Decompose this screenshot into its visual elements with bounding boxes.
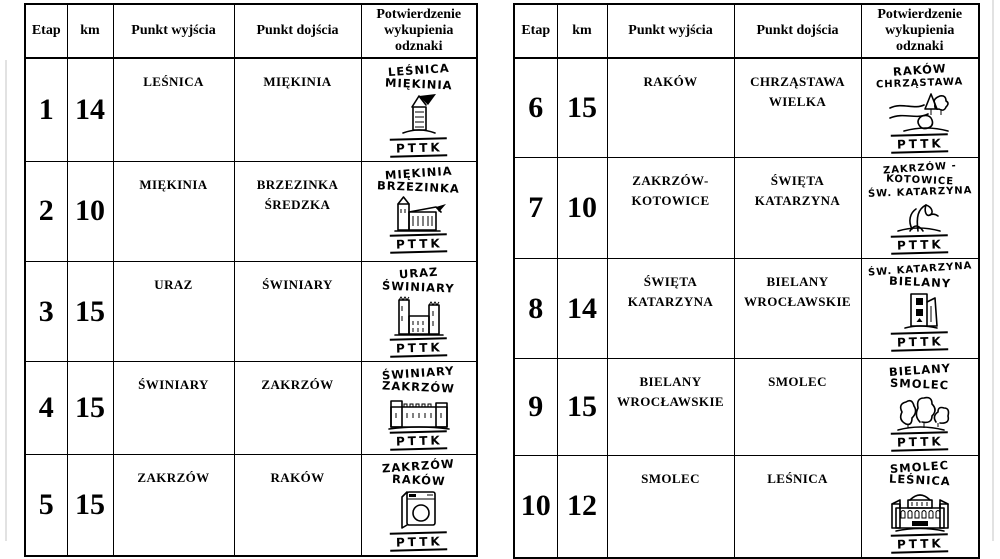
- confirmation-header-cell: Potwierdzenie wykupienia odznaki: [361, 4, 477, 58]
- end-point-cell: ŚWINIARY: [234, 261, 361, 362]
- stage-row-1: [25, 58, 477, 161]
- palace-stamp-icon: [387, 395, 451, 431]
- etap-header-cell: Etap: [25, 4, 67, 58]
- stage-row-9: [514, 359, 979, 456]
- distance-cell: 14: [67, 58, 113, 161]
- stamp-title-line: CHRZĄSTAWA: [875, 76, 964, 91]
- start-point-cell: BIELANY WROCŁAWSKIE: [607, 359, 734, 456]
- end-point-cell: MIĘKINIA: [234, 58, 361, 161]
- stamp-title-line: BRZEZINKA: [377, 177, 461, 196]
- end-point-cell: CHRZĄSTAWA WIELKA: [734, 58, 861, 157]
- pttk-label: PTTK: [891, 534, 948, 554]
- riverside-trees-stamp-icon: [888, 90, 952, 134]
- stamp-title-line: ŚW. KATARZYNA: [867, 260, 973, 279]
- end-point-cell: RAKÓW: [234, 455, 361, 556]
- start-point-cell: SMOLEC: [607, 455, 734, 558]
- pttk-label: PTTK: [390, 531, 447, 551]
- washing-machine-stamp-icon: [391, 488, 447, 532]
- stamp-title-line: RAKÓW: [892, 61, 947, 80]
- pttk-label: PTTK: [390, 137, 447, 157]
- start-point-cell: RAKÓW: [607, 58, 734, 157]
- end-point-header-cell: Punkt dojścia: [734, 4, 861, 58]
- start-point-cell: MIĘKINIA: [113, 161, 234, 261]
- stamp-cell: [361, 362, 477, 455]
- pttk-label: PTTK: [891, 234, 948, 254]
- stamp-title-line: BIELANY: [888, 273, 952, 291]
- castle-ruins-stamp-icon: [388, 294, 450, 338]
- start-point-cell: LEŚNICA: [113, 58, 234, 161]
- stage-row-6: [514, 58, 979, 157]
- church-tower-stamp-icon: [891, 290, 949, 332]
- stamp-title: [888, 360, 952, 393]
- stamp-title-line: LEŚNICA: [387, 61, 450, 80]
- start-point-cell: URAZ: [113, 261, 234, 362]
- stage-row-10: [514, 455, 979, 558]
- stamp-title: [381, 363, 456, 396]
- stamp-cell: [361, 455, 477, 556]
- stage-number-cell: 7: [514, 158, 557, 259]
- palace-facade-stamp-icon: [888, 488, 952, 534]
- stamp-title: [888, 457, 951, 489]
- distance-cell: 15: [67, 455, 113, 556]
- stamp-cell: [361, 261, 477, 362]
- stage-table-left: [24, 3, 478, 557]
- stage-number-cell: 6: [514, 58, 557, 157]
- stamp-title-line: SMOLEC: [889, 457, 950, 476]
- km-header-cell: km: [557, 4, 607, 58]
- end-point-cell: LEŚNICA: [734, 455, 861, 558]
- stamp-cell: [861, 259, 979, 359]
- stamp-title-line: SMOLEC: [889, 375, 950, 393]
- start-point-cell: ŚWIĘTA KATARZYNA: [607, 259, 734, 359]
- stamp-title-line: KOTOWICE: [885, 173, 954, 188]
- stamp-title: [377, 163, 461, 196]
- start-point-header-cell: Punkt wyjścia: [113, 4, 234, 58]
- stage-number-cell: 4: [25, 362, 67, 455]
- stage-number-cell: 8: [514, 259, 557, 359]
- stamp-title-line: MIĘKINIA: [384, 163, 453, 183]
- page-edge-artifact: [5, 60, 7, 541]
- stamp-title: [875, 61, 964, 91]
- end-point-cell: ZAKRZÓW: [234, 362, 361, 455]
- start-point-cell: ZAKRZÓW: [113, 455, 234, 556]
- stamp-title: [384, 61, 453, 93]
- end-point-header-cell: Punkt dojścia: [234, 4, 361, 58]
- start-point-header-cell: Punkt wyjścia: [607, 4, 734, 58]
- distance-cell: 15: [67, 261, 113, 362]
- distance-cell: 15: [67, 362, 113, 455]
- etap-header-cell: Etap: [514, 4, 557, 58]
- distance-cell: 10: [557, 158, 607, 259]
- stage-number-cell: 1: [25, 58, 67, 161]
- stamp-title: [867, 260, 973, 291]
- stamp-title-line: ŚWINIARY: [381, 363, 456, 383]
- castle-stamp-icon: [388, 194, 450, 234]
- stamp-title-line: RAKÓW: [391, 471, 446, 489]
- trees-stamp-icon: [890, 392, 950, 432]
- stage-number-cell: 5: [25, 455, 67, 556]
- end-point-cell: ŚWIĘTA KATARZYNA: [734, 158, 861, 259]
- stamp-title-line: ŚW. KATARZYNA: [867, 185, 973, 200]
- stamp-title-line: MIĘKINIA: [384, 75, 453, 93]
- tower-flag-stamp-icon: [389, 92, 449, 138]
- stamp-cell: [861, 455, 979, 558]
- stage-number-cell: 2: [25, 161, 67, 261]
- stamp-title: [867, 160, 973, 200]
- stage-row-4: [25, 362, 477, 455]
- pttk-label: PTTK: [390, 338, 447, 358]
- stamp-title-line: URAZ: [398, 264, 439, 282]
- distance-cell: 10: [67, 161, 113, 261]
- stage-row-8: [514, 259, 979, 359]
- page-edge-artifact: [992, 0, 994, 541]
- stage-row-3: [25, 261, 477, 362]
- km-header-cell: km: [67, 4, 113, 58]
- end-point-cell: BRZEZINKA ŚREDZKA: [234, 161, 361, 261]
- stamp-title-line: ZAKRZÓW: [381, 456, 456, 476]
- snowdrop-stamp-icon: [890, 199, 950, 235]
- stamp-title-line: ZAKRZÓW: [382, 378, 456, 396]
- distance-cell: 15: [557, 359, 607, 456]
- distance-cell: 14: [557, 259, 607, 359]
- stamp-title: [381, 456, 456, 489]
- stamp-cell: [361, 58, 477, 161]
- stamp-title-line: ŚWINIARY: [382, 278, 456, 296]
- stage-number-cell: 10: [514, 455, 557, 558]
- stage-table-right: [513, 3, 980, 559]
- end-point-cell: BIELANY WROCŁAWSKIE: [734, 259, 861, 359]
- start-point-cell: ZAKRZÓW-KOTOWICE: [607, 158, 734, 259]
- pttk-label: PTTK: [390, 430, 447, 450]
- end-point-cell: SMOLEC: [734, 359, 861, 456]
- confirmation-header-cell: Potwierdzenie wykupienia odznaki: [861, 4, 979, 58]
- distance-cell: 12: [557, 455, 607, 558]
- distance-cell: 15: [557, 58, 607, 157]
- stamp-cell: [861, 359, 979, 456]
- start-point-cell: ŚWINIARY: [113, 362, 234, 455]
- pttk-label: PTTK: [891, 133, 948, 153]
- stamp-cell: [861, 58, 979, 157]
- pttk-label: PTTK: [390, 234, 447, 254]
- pttk-label: PTTK: [891, 431, 948, 451]
- stamp-cell: [361, 161, 477, 261]
- stage-row-5: [25, 455, 477, 556]
- stage-row-7: [514, 158, 979, 259]
- stage-row-2: [25, 161, 477, 261]
- stamp-title-line: ZAKRZÓW -: [882, 160, 957, 177]
- stage-number-cell: 9: [514, 359, 557, 456]
- stamp-title-line: BIELANY: [888, 360, 952, 380]
- stamp-title: [382, 264, 456, 296]
- stamp-title-line: LEŚNICA: [888, 472, 951, 489]
- pttk-label: PTTK: [891, 331, 948, 351]
- stage-number-cell: 3: [25, 261, 67, 362]
- stamp-cell: [861, 158, 979, 259]
